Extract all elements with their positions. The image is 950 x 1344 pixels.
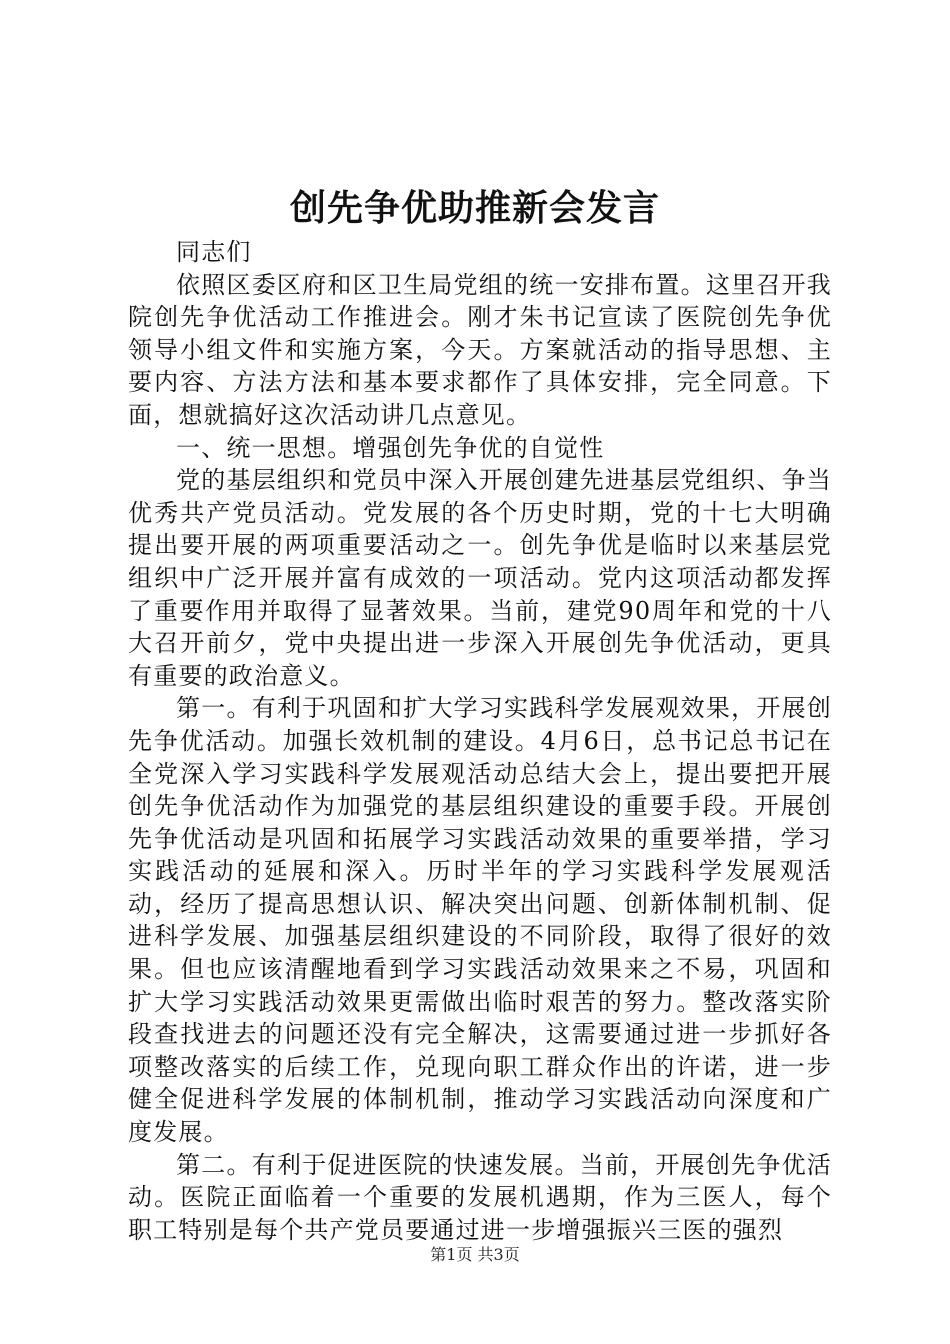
section-heading-1: 一、统一思想。增强创先争优的自觉性 [176, 433, 605, 462]
paragraph-background: 党的基层组织和党员中深入开展创建先进基层党组织、争当优秀共产党员活动。党发展的各个历史时期，党的十七大明确提出要开展的两项重要活动之一。创先争优是临时以来基层党组织中广泛开展并富有成效的一项活动。党内这项活动都发挥了重要作用并取得了显著效果。当前，建党90周年和党的十八大召开前夕，党中央提出进一步深入开展创先争优活动，更具有重要的政治意义。 [128, 466, 832, 690]
paragraph-intro: 依照区委区府和区卫生局党组的统一安排布置。这里召开我院创先争优活动工作推进会。刚才朱书记宣读了医院创先争优领导小组文件和实施方案，今天。方案就活动的指导思想、主要内容、方法方法和基本要求都作了具体安排，完全同意。下面，想就搞好这次活动讲几点意见。 [128, 270, 832, 429]
paragraph-point-2: 第二。有利于促进医院的快速发展。当前，开展创先争优活动。医院正面临着一个重要的发展机遇期，作为三医人，每个职工特别是每个共产党员要通过进一步增强振兴三医的强烈 [128, 1150, 832, 1244]
document-title: 创先争优助推新会发言 [289, 187, 660, 229]
page-footer: 第1页 共3页 [430, 1245, 520, 1264]
salutation: 同志们 [176, 238, 252, 266]
paragraph-point-1: 第一。有利于巩固和扩大学习实践科学发展观效果，开展创先争优活动。加强长效机制的建设。4月6日，总书记总书记在全党深入学习实践科学发展观活动总结大会上，提出要把开展创先争优活动作为加强党的基层组织建设的重要手段。开展创先争优活动是巩固和拓展学习实践活动效果的重要举措，学习实践活动的延展和深入。历时半年的学习实践科学发展观活动，经历了提高思想认识、解决突出问题、创新体制机制、促进科学发展、加强基层组织建设的不同阶段，取得了很好的效果。但也应该清醒地看到学习实践活动效果来之不易，巩固和扩大学习实践活动效果更需做出临时艰苦的努力。整改落实阶段查找进去的问题还没有完全解决，这需要通过进一步抓好各项整改落实的后续工作，兑现向职工群众作出的许诺，进一步健全促进科学发展的体制机制，推动学习实践活动向深度和广度发展。 [128, 694, 832, 1147]
document-body [128, 236, 832, 1246]
